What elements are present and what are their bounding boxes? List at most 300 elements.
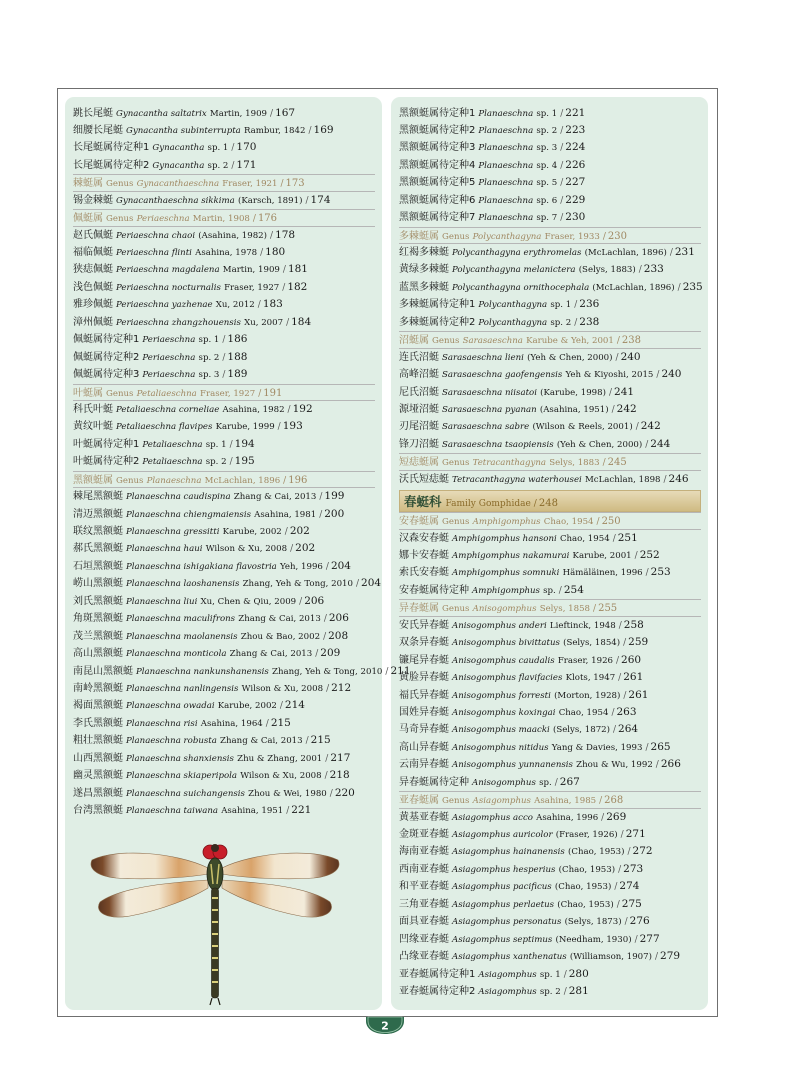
species-entry (73, 750, 375, 767)
author-year: Xu, 2007 (244, 317, 284, 328)
separator: / (283, 475, 287, 486)
page-reference: 220 (334, 786, 355, 799)
species-entry (73, 227, 375, 244)
page-reference: 266 (660, 758, 681, 771)
chinese-name: 黄基亚春蜓 (399, 811, 449, 823)
chinese-name: 亚春蜓属待定种2 (399, 985, 476, 997)
author-year: (Yeh & Chen, 2000) (527, 352, 613, 363)
author-year: Asahina, 1996 (536, 812, 599, 823)
chinese-name: 佩蜓属待定种2 (73, 351, 140, 363)
page-reference: 252 (639, 549, 660, 561)
separator: / (611, 707, 615, 718)
species-entry (73, 715, 375, 732)
chinese-name: 漳州佩蜓 (73, 316, 113, 328)
separator: / (613, 725, 617, 736)
page-reference: 269 (606, 810, 627, 823)
page-reference: 260 (621, 653, 642, 666)
author-year: Selys, 1858 (539, 604, 591, 615)
author-year: (Yeh & Chen, 2000) (556, 439, 643, 450)
chinese-name: 亚春蜓属 (399, 795, 439, 807)
page-reference: 221 (565, 106, 586, 119)
page-reference: 250 (601, 516, 621, 528)
separator: / (231, 160, 235, 171)
chinese-name: 云南异春蜓 (399, 759, 449, 771)
page-reference: 181 (287, 263, 308, 276)
scientific-name: Planaeschna (478, 160, 534, 171)
scientific-name: Planaeschna skiaperipola (126, 771, 238, 782)
chinese-name: 南岭黑额蜓 (73, 682, 123, 694)
species-entry (399, 314, 701, 331)
scientific-name: Asiagomphus xanthenatus (452, 952, 567, 963)
species-entry (73, 105, 375, 122)
author-year: (Asahina, 1951) (539, 404, 609, 415)
author-year: Hämäläinen, 1996 (562, 568, 643, 579)
chinese-name: 短痣蜓属 (399, 457, 439, 469)
species-entry (399, 687, 701, 704)
scientific-name: Anisogomphus yunnanensis (452, 760, 573, 771)
author-year: Fraser, 1933 (544, 231, 600, 242)
page-reference: 215 (310, 734, 331, 747)
scientific-name: Planaeschna (478, 178, 534, 189)
chinese-name: 遂昌黑额蜓 (73, 787, 123, 799)
species-entry (399, 843, 701, 860)
scientific-name: Planaeschna caudispina (126, 492, 231, 503)
author-year: Wilson & Xu, 2008 (205, 544, 288, 555)
chinese-name: 跳长尾蜓 (73, 107, 113, 119)
author-year: Zhou & Bao, 2002 (240, 631, 321, 642)
separator: / (645, 568, 649, 579)
genus-heading (399, 453, 701, 470)
separator: / (323, 631, 327, 642)
chinese-name: 锡金棘蜓 (73, 194, 113, 206)
separator: / (265, 718, 269, 729)
separator: / (554, 777, 558, 788)
author-year: (Karsch, 1891) (237, 195, 303, 206)
separator: / (319, 509, 323, 520)
separator: / (315, 649, 319, 660)
rank-prefix: Genus (442, 458, 470, 469)
chinese-name: 佩蜓属待定种1 (73, 334, 140, 346)
page-reference: 167 (275, 106, 296, 119)
scientific-name: Periaeschna (142, 370, 196, 381)
separator: / (560, 160, 564, 171)
scientific-name: Amphigomphus (472, 585, 540, 596)
separator: / (560, 178, 564, 189)
page-reference: 259 (628, 636, 649, 649)
chinese-name: 多棘蜓属待定种1 (399, 299, 476, 311)
author-year: Karube, 1999 (215, 422, 275, 433)
species-entry (399, 418, 701, 435)
chinese-name: 亚春蜓属待定种1 (399, 968, 476, 980)
scientific-name: Amphigomphus (472, 517, 541, 528)
scientific-name: Periaeschna nocturnalis (116, 282, 221, 293)
page-reference: 230 (607, 230, 627, 242)
species-entry (399, 931, 701, 948)
author-year: sp. 7 (536, 213, 558, 224)
chinese-name: 黑额蜓属待定种1 (399, 107, 476, 119)
page-reference: 208 (328, 629, 349, 642)
page-reference: 186 (227, 333, 248, 346)
separator: / (355, 579, 360, 590)
page-reference: 281 (568, 984, 589, 997)
scientific-name: Periaeschna flinti (116, 248, 192, 258)
separator: / (627, 847, 631, 858)
separator: / (574, 317, 578, 328)
author-year: sp. 2 (550, 317, 572, 328)
page-reference: 209 (320, 647, 341, 660)
separator: / (616, 899, 620, 910)
page-reference: 217 (330, 751, 351, 764)
page-reference: 251 (617, 531, 638, 544)
author-year: (Chao, 1953) (557, 899, 614, 910)
species-entry (73, 802, 375, 819)
left-hindwing (98, 880, 208, 917)
species-entry (73, 349, 375, 366)
page-reference: 214 (284, 699, 305, 712)
chinese-name: 安春蜓属待定种 (399, 584, 469, 596)
scientific-name: Planaeschna liui (126, 596, 198, 607)
page-reference: 226 (565, 158, 586, 171)
scientific-name: Sarasaeschna niisatoi (442, 387, 537, 398)
chinese-name: 源垭沼蜓 (399, 403, 439, 415)
separator: / (634, 551, 638, 561)
page-reference: 233 (643, 263, 664, 276)
page-reference: 272 (632, 845, 653, 858)
species-entry (73, 279, 375, 296)
page-reference: 267 (559, 775, 580, 788)
author-year: Zhang, Yeh & Tong, 2010 (242, 579, 353, 590)
species-entry (399, 366, 701, 383)
scientific-name: Asiagomphus (472, 796, 531, 807)
species-entry (73, 418, 375, 435)
left-index-column (73, 105, 411, 820)
page-reference: 204 (330, 559, 351, 572)
scientific-name: Planaeschna robusta (126, 736, 217, 747)
chinese-name: 棘蜓属 (73, 178, 103, 190)
separator: / (252, 214, 256, 225)
page-reference: 180 (265, 246, 286, 258)
author-year: Fraser, 1921 (222, 179, 278, 190)
page-reference: 218 (329, 769, 350, 782)
page-reference: 188 (227, 350, 248, 363)
chinese-name: 索氏安春蜓 (399, 567, 449, 579)
page-reference: 261 (623, 671, 644, 684)
author-year: Zhang & Cai, 2013 (229, 649, 313, 660)
page-reference: 184 (291, 315, 312, 328)
page-reference: 274 (619, 880, 640, 893)
page-reference: 246 (668, 472, 689, 485)
page-reference: 264 (618, 723, 639, 736)
separator: / (623, 638, 627, 649)
separator: / (602, 458, 606, 469)
separator: / (290, 544, 294, 555)
author-year: Karube & Yeh, 2001 (526, 336, 614, 347)
left-forewing (91, 853, 208, 879)
page-reference: 215 (270, 716, 291, 729)
separator: / (608, 387, 613, 398)
separator: / (279, 701, 283, 712)
chinese-name: 雅珍佩蜓 (73, 299, 113, 311)
separator: / (222, 335, 226, 346)
author-year: Family Gomphidae (445, 498, 531, 509)
page-reference: 178 (275, 228, 296, 241)
author-year: sp. 3 (536, 143, 558, 154)
author-year: McLachlan, 1898 (584, 474, 661, 485)
chinese-name: 凸缘亚春蜓 (399, 951, 449, 963)
species-entry (73, 628, 375, 645)
scientific-name: Planaeschna (478, 108, 534, 119)
author-year: Zhang & Cai, 2013 (233, 492, 317, 503)
species-entry (73, 401, 375, 418)
page-reference: 193 (282, 420, 303, 433)
chinese-name: 黄脸异春蜓 (399, 672, 449, 684)
author-year: Zhou & Wei, 1980 (248, 788, 327, 799)
species-entry (73, 732, 375, 749)
separator: / (560, 143, 564, 154)
author-year: (Needham, 1930) (555, 934, 632, 945)
scientific-name: Anisogomphus koxingai (452, 707, 556, 718)
species-entry (399, 721, 701, 738)
rank-prefix: Genus (442, 604, 470, 615)
page-reference: 255 (598, 603, 618, 615)
page-reference: 261 (628, 688, 649, 701)
species-entry (399, 261, 701, 278)
chinese-name: 凹缘亚春蜓 (399, 933, 449, 945)
separator: / (563, 969, 567, 980)
author-year: (Chao, 1953) (568, 847, 625, 858)
chinese-name: 高峰沼蜓 (399, 369, 439, 381)
author-year: Karube, 2001 (572, 551, 632, 561)
chinese-name: 镰尾异春蜓 (399, 654, 449, 666)
chinese-name: 黑额蜓属待定种6 (399, 194, 476, 206)
scientific-name: Polycanthagyna melanictera (452, 265, 576, 276)
author-year: Selys, 1883 (549, 458, 600, 469)
chinese-name: 多棘蜓属待定种2 (399, 316, 476, 328)
separator: / (618, 620, 622, 631)
chinese-name: 春蜓科 (404, 493, 442, 509)
page-reference: 275 (621, 897, 642, 910)
scientific-name: Planaeschna laoshanensis (126, 579, 240, 590)
separator: / (602, 231, 606, 242)
separator: / (596, 517, 600, 528)
species-entry (73, 296, 375, 313)
species-entry (73, 261, 375, 278)
separator: / (258, 388, 262, 399)
species-entry (73, 436, 375, 453)
author-year: (Selys, 1872) (552, 725, 610, 736)
chinese-name: 福临佩蜓 (73, 247, 113, 258)
separator: / (305, 736, 309, 747)
species-entry (399, 192, 701, 209)
scientific-name: Asiagomphus septimus (452, 934, 553, 945)
page-reference: 238 (621, 335, 642, 347)
separator: / (282, 282, 286, 293)
chinese-name: 山西黑额蜓 (73, 752, 123, 764)
page-reference: 273 (623, 862, 644, 875)
species-entry (73, 523, 375, 540)
species-entry (399, 384, 701, 401)
page-reference: 189 (227, 368, 248, 381)
scientific-name: Polycanthagyna (478, 300, 548, 311)
species-entry (73, 453, 375, 470)
genus-heading (399, 331, 701, 348)
separator: / (325, 753, 329, 764)
chinese-name: 异春蜓属待定种 (399, 776, 469, 788)
scientific-name: Periaeschna (136, 214, 190, 225)
scientific-name: Planaeschna chiengmaiensis (126, 509, 251, 520)
page-reference: 254 (563, 583, 584, 596)
chinese-name: 叶蜓属待定种2 (73, 456, 140, 468)
scientific-name: Tetracanthagyna (472, 458, 547, 469)
separator: / (620, 830, 624, 840)
species-entry (399, 157, 701, 174)
chinese-name: 长尾蜓属待定种2 (73, 159, 150, 171)
species-entry (73, 767, 375, 784)
scientific-name: Planaeschna shanxiensis (126, 753, 234, 764)
author-year: sp. 5 (536, 178, 558, 189)
author-year: (Asahina, 1982) (198, 230, 268, 241)
rank-prefix: Genus (106, 214, 134, 225)
species-entry (399, 704, 701, 721)
scientific-name: Periaeschna zhangzhouensis (116, 317, 241, 328)
chinese-name: 长尾蜓属待定种1 (73, 142, 150, 154)
author-year: Asahina, 1951 (221, 806, 284, 816)
chinese-name: 汉森安春蜓 (399, 532, 449, 544)
author-year: Chao, 1954 (559, 533, 610, 544)
scientific-name: Petaliaeschna (136, 388, 197, 399)
species-entry (73, 331, 375, 348)
scientific-name: Periaeschna (142, 352, 196, 363)
chinese-name: 三角亚春蜓 (399, 898, 449, 910)
author-year: sp. 2 (198, 352, 220, 363)
page-reference: 227 (565, 176, 586, 189)
separator: / (257, 300, 261, 311)
rank-prefix: Genus (106, 388, 134, 399)
species-entry (73, 139, 375, 156)
chinese-name: 崂山黑额蜓 (73, 578, 123, 590)
author-year: sp. 2 (536, 125, 558, 136)
page-reference: 192 (292, 402, 313, 415)
species-entry (399, 652, 701, 669)
page-reference: 204 (361, 577, 382, 590)
separator: / (574, 300, 578, 311)
scientific-name: Asiagomphus (478, 969, 537, 980)
page-reference: 202 (289, 525, 310, 537)
species-entry (399, 739, 701, 756)
separator: / (655, 760, 659, 771)
chinese-name: 海南亚春蜓 (399, 846, 449, 858)
author-year: sp. (543, 585, 556, 596)
author-year: (Selys, 1854) (563, 638, 621, 649)
chinese-name: 幽灵黑额蜓 (73, 770, 123, 782)
scientific-name: Asiagomphus (478, 986, 537, 997)
chinese-name: 黑额蜓属待定种3 (399, 142, 476, 154)
author-year: Fraser, 1927 (200, 388, 256, 399)
page-reference: 279 (660, 950, 681, 963)
chinese-name: 黑额蜓属待定种2 (399, 124, 476, 136)
scientific-name: Asiagomphus hesperius (452, 864, 556, 875)
species-entry (399, 244, 701, 261)
chinese-name: 佩蜓属待定种3 (73, 369, 140, 381)
author-year: Chao, 1954 (543, 517, 594, 528)
scientific-name: Anisogomphus nitidus (452, 742, 549, 753)
chinese-name: 叶蜓属待定种1 (73, 438, 140, 450)
scientific-name: Planaeschna ishigakiana flavostria (126, 561, 277, 572)
scientific-name: Petaliaeschna corneliae (116, 404, 220, 415)
author-year: sp. 1 (550, 300, 572, 311)
separator: / (677, 282, 681, 293)
species-entry (399, 617, 701, 634)
separator: / (614, 882, 618, 893)
page-number: 2 (381, 1019, 389, 1033)
page-reference: 240 (620, 350, 641, 363)
page-reference: 238 (579, 315, 600, 328)
separator: / (645, 439, 649, 450)
author-year: (Fraser, 1926) (555, 830, 618, 840)
page-reference: 176 (257, 213, 278, 225)
page-reference: 240 (661, 368, 682, 381)
separator: / (326, 683, 330, 694)
scientific-name: Polycanthagyna (472, 231, 542, 242)
chinese-name: 马奇异春蜓 (399, 724, 449, 736)
species-entry (399, 861, 701, 878)
scientific-name: Planaeschna suichangensis (126, 788, 245, 799)
page-reference: 248 (538, 497, 558, 509)
chinese-name: 黄绿多棘蜓 (399, 264, 449, 276)
author-year: sp. 1 (205, 439, 227, 450)
page-reference: 199 (324, 490, 345, 503)
separator: / (385, 666, 389, 677)
species-entry (399, 547, 701, 564)
separator: / (280, 179, 284, 190)
chinese-name: 科氏叶蜓 (73, 403, 113, 415)
species-entry (73, 593, 375, 610)
scientific-name: Anisogomphus maacki (452, 725, 550, 736)
separator: / (222, 352, 226, 363)
scientific-name: Asiagomphus personatus (452, 917, 562, 928)
chinese-name: 佩蜓属 (73, 213, 103, 225)
separator: / (229, 439, 233, 450)
author-year: Yang & Davies, 1993 (551, 742, 643, 753)
author-year: Martin, 1909 (209, 108, 268, 119)
species-entry (399, 634, 701, 651)
chinese-name: 双条异春蜓 (399, 637, 449, 649)
scientific-name: Asiagomphus hainanensis (452, 847, 565, 858)
chinese-name: 安氏异春蜓 (399, 619, 449, 631)
chinese-name: 国姓异春蜓 (399, 706, 449, 718)
author-year: Chao, 1954 (558, 707, 609, 718)
scientific-name: Asiagomphus acco (452, 812, 533, 823)
author-year: sp. 3 (198, 370, 220, 381)
separator: / (299, 596, 303, 607)
scientific-name: Gynacanthaeschna sikkima (116, 195, 235, 206)
author-year: Asahina, 1964 (200, 718, 263, 729)
chinese-name: 黄纹叶蜓 (73, 421, 113, 433)
scientific-name: Asiagomphus perlaetus (452, 899, 555, 910)
separator: / (623, 690, 627, 701)
rank-prefix: Genus (432, 336, 460, 347)
separator: / (560, 195, 564, 206)
chinese-name: 南昆山黑额蜓 (73, 665, 133, 677)
separator: / (270, 108, 274, 119)
author-year: Martin, 1909 (222, 265, 280, 276)
page-reference: 271 (625, 828, 646, 840)
chinese-name: 沃氏短痣蜓 (399, 473, 449, 485)
page-reference: 211 (390, 664, 411, 677)
chinese-name: 西南亚春蜓 (399, 863, 449, 875)
separator: / (593, 604, 597, 615)
separator: / (229, 457, 233, 468)
